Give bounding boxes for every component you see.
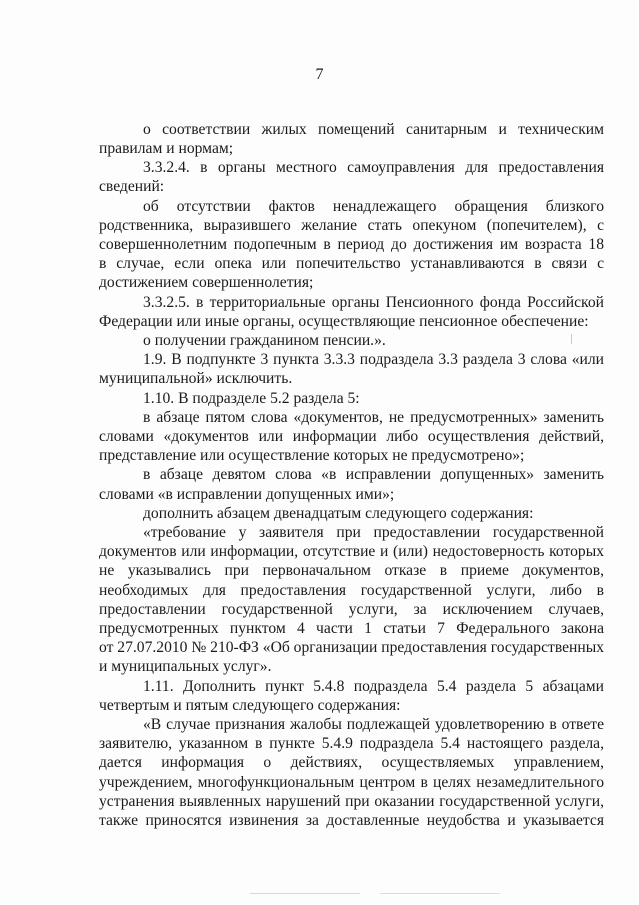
text-line: заявителю, указанном в пункте 5.4.9 подраздела 5.4 настоящего раздела,: [99, 735, 604, 752]
text-line: устранения выявленных нарушений при оказании государственной услуги,: [99, 793, 604, 810]
text-line: четвертым и пятым следующего содержания:: [99, 697, 401, 714]
text-line: 3.3.2.5. в территориальные органы Пенсионного фонда Российской: [143, 294, 604, 311]
page-number: 7: [315, 66, 324, 83]
text-line: дополнить абзацем двенадцатым следующего содержания:: [143, 505, 534, 522]
text-line: словами «документов или информации либо осуществления действий,: [99, 428, 604, 445]
text-line: предоставлении государственной услуги, за исключением случаев,: [99, 601, 604, 618]
scan-edge-line: [250, 893, 360, 894]
text-line: не указывались при первоначальном отказе в приеме документов,: [99, 562, 604, 579]
text-line: о получении гражданином пенсии.».: [143, 332, 386, 349]
text-line: представление или осуществление которых не предусмотрено»;: [99, 447, 525, 464]
scan-edge-line: [380, 893, 500, 894]
text-line: 1.10. В подразделе 5.2 раздела 5:: [143, 390, 360, 407]
text-line: 1.9. В подпункте 3 пункта 3.3.3 подраздела 3.3 раздела 3 слова «или: [143, 351, 604, 368]
text-line: сведений:: [99, 178, 165, 195]
text-line: о соответствии жилых помещений санитарным и техническим: [143, 121, 604, 138]
text-line: 1.11. Дополнить пункт 5.4.8 подраздела 5.4 раздела 5 абзацами: [143, 678, 604, 695]
text-line: дается информация о действиях, осуществляемых управлением,: [99, 754, 604, 771]
text-line: родственника, выразившего желание стать опекуном (попечителем), с: [99, 217, 604, 234]
scan-speck: [571, 334, 572, 344]
text-line: учреждением, многофункциональным центром в целях незамедлительного: [99, 774, 604, 791]
text-line: Федерации или иные органы, осуществляющие пенсионное обеспечение:: [99, 313, 589, 330]
text-line: документов или информации, отсутствие и (или) недостоверность которых: [99, 543, 604, 560]
text-line: предусмотренных пунктом 4 части 1 статьи 7 Федерального закона: [99, 620, 604, 637]
text-line: в случае, если опека или попечительство устанавливаются в связи с: [99, 255, 604, 272]
text-line: необходимых для предоставления государственной услуги, либо в: [99, 582, 604, 599]
text-line: также приносятся извинения за доставленные неудобства и указывается: [99, 812, 604, 829]
text-line: об отсутствии фактов ненадлежащего обращения близкого: [143, 198, 604, 215]
text-line: муниципальной» исключить.: [99, 370, 293, 387]
text-line: 3.3.2.4. в органы местного самоуправления для предоставления: [143, 159, 604, 176]
text-line: совершеннолетним подопечным в период до достижения им возраста 18: [99, 236, 604, 253]
text-line: от 27.07.2010 № 210-ФЗ «Об организации предоставления государственных: [99, 639, 604, 656]
text-line: «требование у заявителя при предоставлении государственной: [143, 524, 604, 541]
text-line: и муниципальных услуг».: [99, 658, 272, 675]
text-line: достижением совершеннолетия;: [99, 274, 314, 291]
text-line: правилам и нормам;: [99, 140, 234, 157]
text-line: в абзаце девятом слова «в исправлении допущенных» заменить: [143, 466, 604, 483]
text-line: в абзаце пятом слова «документов, не предусмотренных» заменить: [143, 409, 604, 426]
text-line: словами «в исправлении допущенных ими»;: [99, 486, 395, 503]
text-line: «В случае признания жалобы подлежащей удовлетворению в ответе: [143, 716, 604, 733]
